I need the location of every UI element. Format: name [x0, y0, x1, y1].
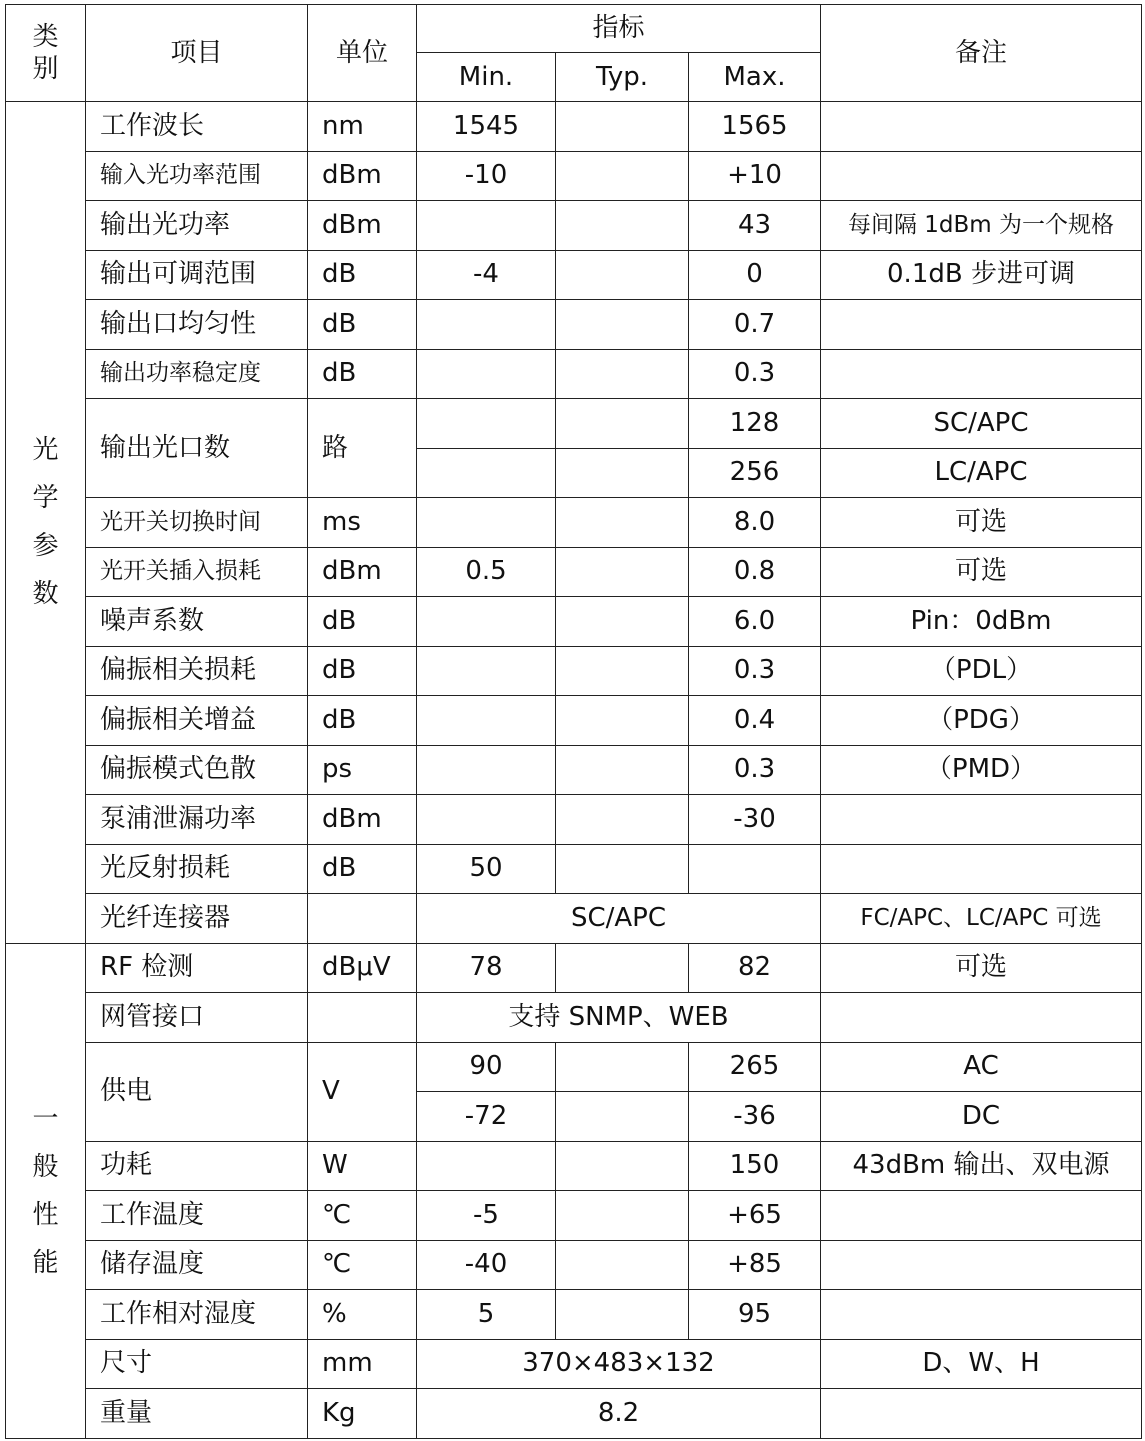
row-item: 光开关切换时间	[86, 498, 308, 548]
row-max: 1565	[689, 102, 821, 152]
row-item: 输出光功率	[86, 201, 308, 251]
row-min	[417, 448, 556, 498]
row-max: 0.4	[689, 696, 821, 746]
row-unit: nm	[308, 102, 417, 152]
row-min: 0.5	[417, 547, 556, 597]
row-item: 工作温度	[86, 1191, 308, 1241]
row-note	[821, 1240, 1142, 1290]
row-note	[821, 993, 1142, 1043]
row-item: 输出功率稳定度	[86, 349, 308, 399]
row-typ	[556, 597, 689, 647]
row-min	[417, 795, 556, 845]
table-row	[6, 102, 1142, 152]
row-item: 重量	[86, 1389, 308, 1439]
row-item: 网管接口	[86, 993, 308, 1043]
table-row	[6, 1240, 1142, 1290]
row-note: （PMD）	[821, 745, 1142, 795]
row-note	[821, 1389, 1142, 1439]
row-unit: W	[308, 1141, 417, 1191]
row-max: -30	[689, 795, 821, 845]
row-max: 265	[689, 1042, 821, 1092]
row-unit: dBm	[308, 795, 417, 845]
row-typ	[556, 102, 689, 152]
row-max: 150	[689, 1141, 821, 1191]
row-item: 噪声系数	[86, 597, 308, 647]
row-item: RF 检测	[86, 943, 308, 993]
row-unit: ℃	[308, 1240, 417, 1290]
table-row	[6, 1339, 1142, 1389]
row-typ	[556, 1290, 689, 1340]
table-row	[6, 795, 1142, 845]
row-min: -10	[417, 151, 556, 201]
table-row	[6, 696, 1142, 746]
row-note	[821, 844, 1142, 894]
row-spec-span: 支持 SNMP、WEB	[417, 993, 821, 1043]
row-unit: dB	[308, 696, 417, 746]
row-unit	[308, 894, 417, 944]
row-min	[417, 696, 556, 746]
table-row	[6, 399, 1142, 449]
row-typ	[556, 1240, 689, 1290]
row-unit: %	[308, 1290, 417, 1340]
row-note: AC	[821, 1042, 1142, 1092]
row-min: 50	[417, 844, 556, 894]
row-unit: mm	[308, 1339, 417, 1389]
row-note: LC/APC	[821, 448, 1142, 498]
row-unit: dB	[308, 250, 417, 300]
row-unit: ms	[308, 498, 417, 548]
row-typ	[556, 943, 689, 993]
row-typ	[556, 151, 689, 201]
row-max: -36	[689, 1092, 821, 1142]
row-typ	[556, 349, 689, 399]
row-spec-span: 8.2	[417, 1389, 821, 1439]
row-typ	[556, 646, 689, 696]
row-max: +10	[689, 151, 821, 201]
row-min	[417, 399, 556, 449]
row-note: 每间隔 1dBm 为一个规格	[821, 201, 1142, 251]
row-unit: dBm	[308, 547, 417, 597]
row-note	[821, 1290, 1142, 1340]
row-max: 95	[689, 1290, 821, 1340]
category-label: 光学参数	[32, 435, 59, 610]
row-note: DC	[821, 1092, 1142, 1142]
table-row	[6, 498, 1142, 548]
header-spec: 指标	[417, 5, 821, 53]
row-note	[821, 349, 1142, 399]
row-note: FC/APC、LC/APC 可选	[821, 894, 1142, 944]
row-min	[417, 349, 556, 399]
row-unit: ps	[308, 745, 417, 795]
row-item: 输出可调范围	[86, 250, 308, 300]
row-item: 供电	[86, 1042, 308, 1141]
table-row	[6, 151, 1142, 201]
row-unit: Kg	[308, 1389, 417, 1439]
row-item: 工作波长	[86, 102, 308, 152]
row-note: 43dBm 输出、双电源	[821, 1141, 1142, 1191]
spec-table	[5, 4, 1142, 1439]
row-item: 光反射损耗	[86, 844, 308, 894]
row-max: +65	[689, 1191, 821, 1241]
row-min	[417, 1141, 556, 1191]
row-item: 输入光功率范围	[86, 151, 308, 201]
row-min: 1545	[417, 102, 556, 152]
row-note	[821, 102, 1142, 152]
row-item: 储存温度	[86, 1240, 308, 1290]
row-unit: V	[308, 1042, 417, 1141]
row-min	[417, 300, 556, 350]
row-typ	[556, 250, 689, 300]
row-unit: dBμV	[308, 943, 417, 993]
row-note	[821, 795, 1142, 845]
row-note: 可选	[821, 498, 1142, 548]
row-typ	[556, 498, 689, 548]
row-max: 0.3	[689, 646, 821, 696]
row-min: -4	[417, 250, 556, 300]
row-unit: dB	[308, 646, 417, 696]
row-unit: dBm	[308, 201, 417, 251]
table-row	[6, 646, 1142, 696]
row-typ	[556, 1092, 689, 1142]
row-max: 0.3	[689, 349, 821, 399]
row-unit: dB	[308, 844, 417, 894]
row-note: （PDG）	[821, 696, 1142, 746]
row-min: 90	[417, 1042, 556, 1092]
row-unit: 路	[308, 399, 417, 498]
row-typ	[556, 745, 689, 795]
row-note: 可选	[821, 547, 1142, 597]
row-typ	[556, 795, 689, 845]
row-item: 偏振模式色散	[86, 745, 308, 795]
table-row	[6, 1290, 1142, 1340]
row-min	[417, 745, 556, 795]
table-row	[6, 300, 1142, 350]
header-typ: Typ.	[556, 53, 689, 102]
row-item: 光开关插入损耗	[86, 547, 308, 597]
row-unit: dB	[308, 597, 417, 647]
row-item: 输出光口数	[86, 399, 308, 498]
table-row	[6, 745, 1142, 795]
row-typ	[556, 399, 689, 449]
row-note: D、W、H	[821, 1339, 1142, 1389]
row-item: 光纤连接器	[86, 894, 308, 944]
table-row	[6, 894, 1142, 944]
table-row	[6, 597, 1142, 647]
table-row	[6, 250, 1142, 300]
row-max	[689, 844, 821, 894]
row-min: -72	[417, 1092, 556, 1142]
row-typ	[556, 1042, 689, 1092]
row-typ	[556, 1191, 689, 1241]
row-min: -5	[417, 1191, 556, 1241]
row-max: 6.0	[689, 597, 821, 647]
table-row	[6, 349, 1142, 399]
row-unit	[308, 993, 417, 1043]
row-max: 43	[689, 201, 821, 251]
row-note	[821, 300, 1142, 350]
header-unit: 单位	[308, 5, 417, 102]
row-item: 偏振相关增益	[86, 696, 308, 746]
table-row	[6, 943, 1142, 993]
row-max: +85	[689, 1240, 821, 1290]
table-row	[6, 844, 1142, 894]
row-min: 5	[417, 1290, 556, 1340]
header-note: 备注	[821, 5, 1142, 102]
row-typ	[556, 448, 689, 498]
header-row-1	[6, 5, 1142, 53]
row-typ	[556, 201, 689, 251]
row-max: 0.3	[689, 745, 821, 795]
row-note: 0.1dB 步进可调	[821, 250, 1142, 300]
header-category-text: 类别	[32, 22, 59, 84]
header-category	[6, 5, 86, 102]
row-item: 泵浦泄漏功率	[86, 795, 308, 845]
table-row	[6, 1191, 1142, 1241]
row-max: 8.0	[689, 498, 821, 548]
row-max: 0.7	[689, 300, 821, 350]
table-row	[6, 1141, 1142, 1191]
table-row	[6, 1042, 1142, 1092]
row-min	[417, 646, 556, 696]
table-row	[6, 201, 1142, 251]
row-max: 256	[689, 448, 821, 498]
header-max: Max.	[689, 53, 821, 102]
row-note: （PDL）	[821, 646, 1142, 696]
row-item: 输出口均匀性	[86, 300, 308, 350]
category-general	[6, 943, 86, 1438]
row-unit: dBm	[308, 151, 417, 201]
row-max: 0	[689, 250, 821, 300]
row-item: 偏振相关损耗	[86, 646, 308, 696]
row-item: 尺寸	[86, 1339, 308, 1389]
table-row	[6, 1389, 1142, 1439]
row-min	[417, 597, 556, 647]
row-item: 功耗	[86, 1141, 308, 1191]
category-optical	[6, 102, 86, 944]
row-note: SC/APC	[821, 399, 1142, 449]
row-max: 128	[689, 399, 821, 449]
table-row	[6, 547, 1142, 597]
row-unit: dB	[308, 300, 417, 350]
header-min: Min.	[417, 53, 556, 102]
row-note: 可选	[821, 943, 1142, 993]
row-typ	[556, 300, 689, 350]
row-min	[417, 201, 556, 251]
row-item: 工作相对湿度	[86, 1290, 308, 1340]
row-typ	[556, 844, 689, 894]
row-spec-span: SC/APC	[417, 894, 821, 944]
row-note: Pin：0dBm	[821, 597, 1142, 647]
row-max: 82	[689, 943, 821, 993]
row-typ	[556, 1141, 689, 1191]
row-unit: dB	[308, 349, 417, 399]
row-spec-span: 370×483×132	[417, 1339, 821, 1389]
row-typ	[556, 696, 689, 746]
row-note	[821, 151, 1142, 201]
row-note	[821, 1191, 1142, 1241]
row-max: 0.8	[689, 547, 821, 597]
table-row	[6, 993, 1142, 1043]
row-min: -40	[417, 1240, 556, 1290]
row-unit: ℃	[308, 1191, 417, 1241]
row-typ	[556, 547, 689, 597]
header-item: 项目	[86, 5, 308, 102]
category-label: 一般性能	[32, 1103, 59, 1278]
row-min	[417, 498, 556, 548]
row-min: 78	[417, 943, 556, 993]
